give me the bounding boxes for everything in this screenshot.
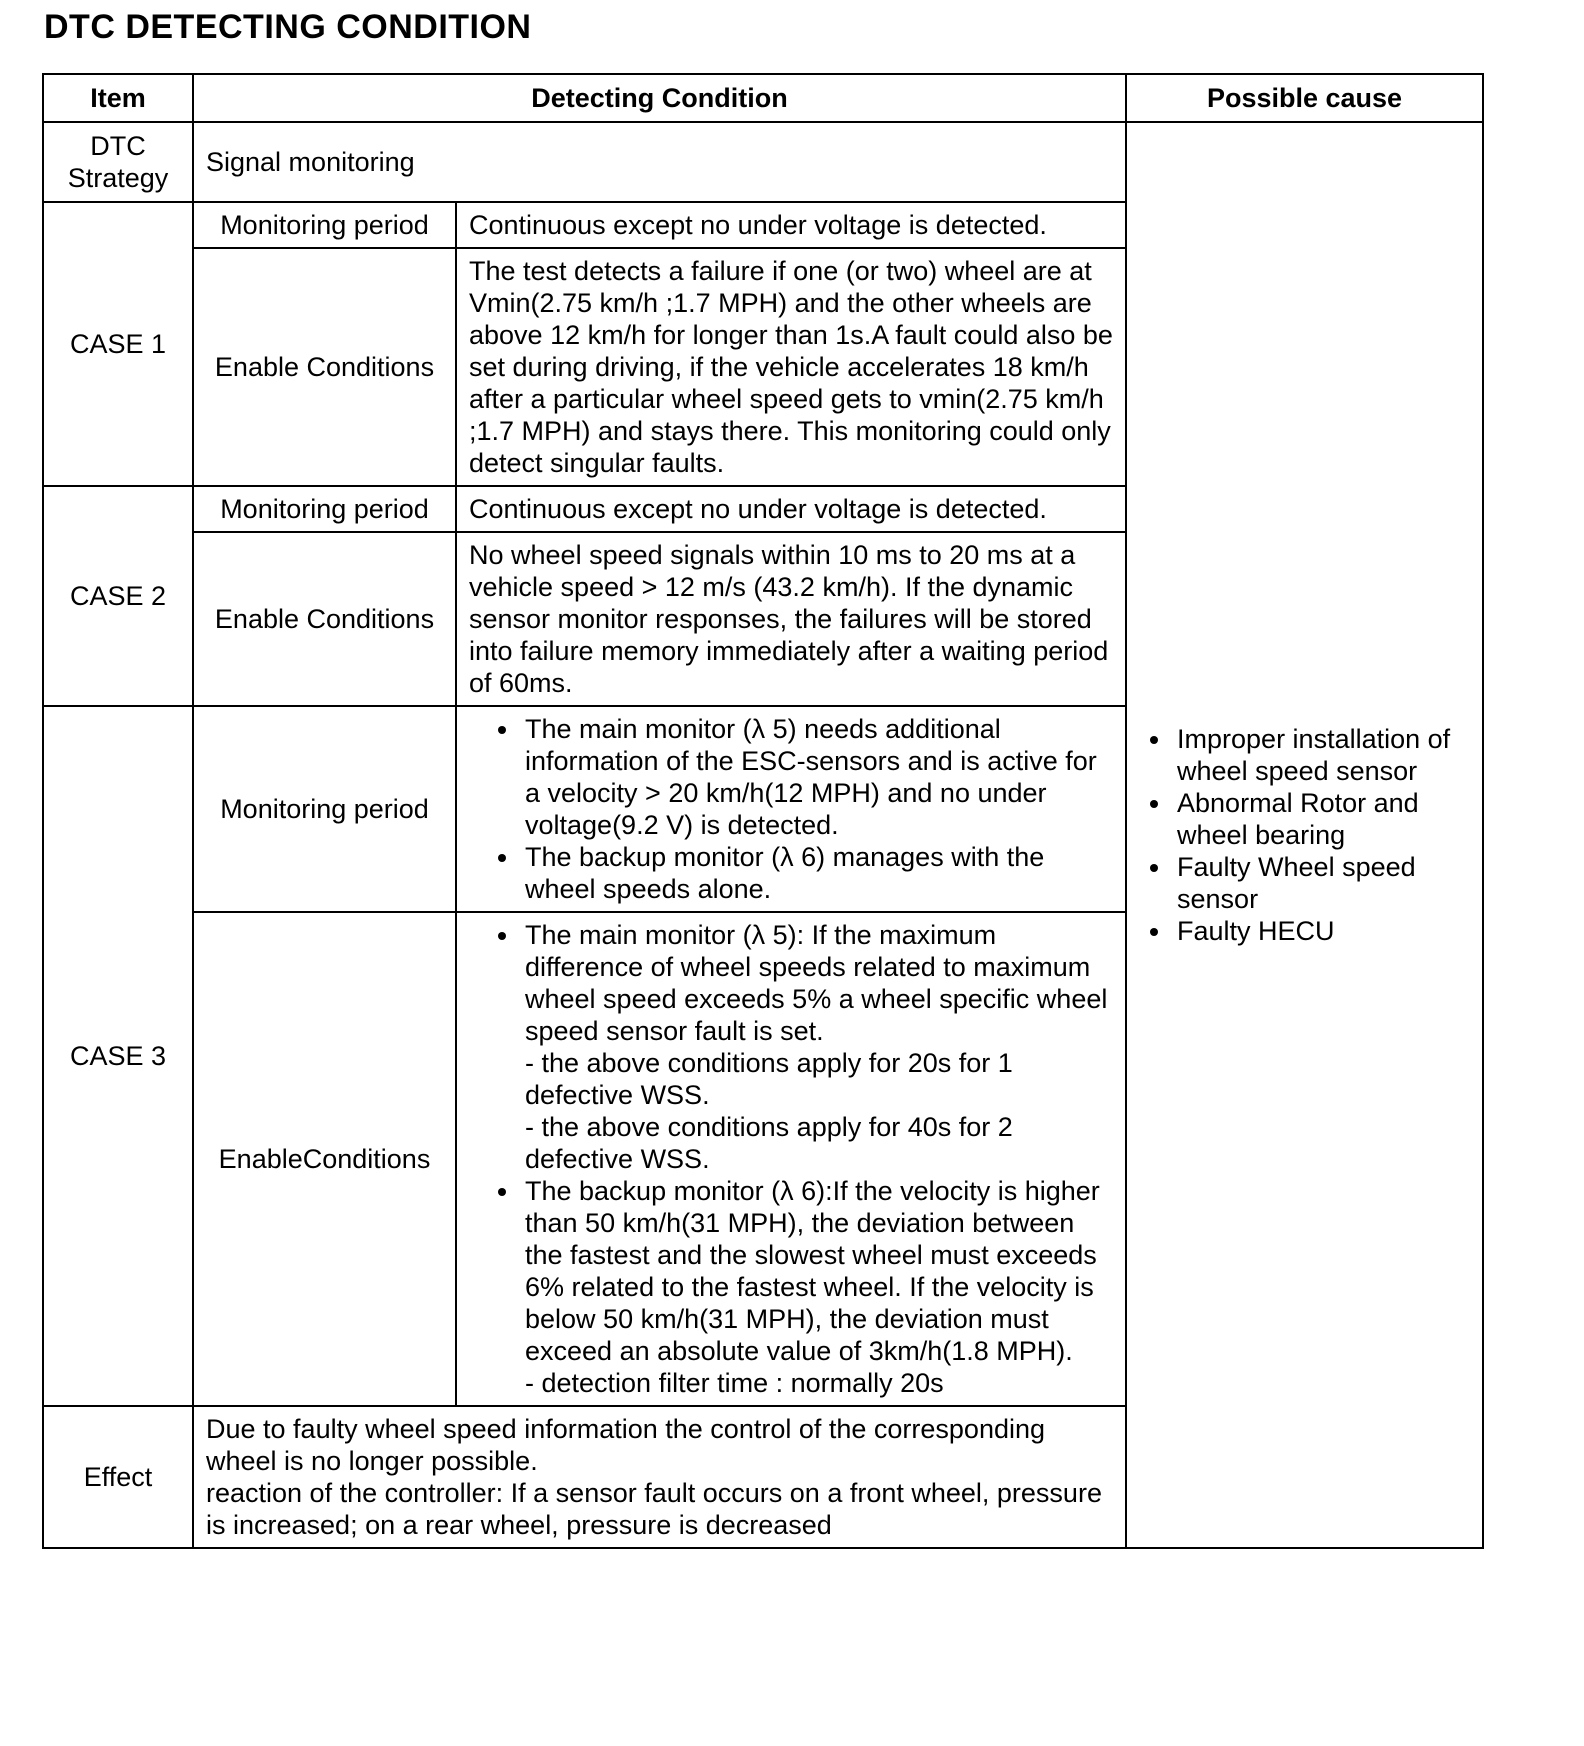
case3-label: CASE 3 [43,706,193,1406]
case3-main-dash-2: - the above conditions apply for 40s for 2 defective WSS. [525,1112,1013,1174]
case3-monitoring-bullet: • The backup monitor (λ 6) manages with the wheel speeds alone. [521,841,1113,905]
case3-main-monitor-text: The main monitor (λ 5): If the maximum difference of wheel speeds related to maximum wheel speed exceeds 5% a wheel specific wheel speed sensor fault is set. [525,920,1108,1046]
case3-monitoring-bullet: • The main monitor (λ 5) needs additional information of the ESC-sensors and is active for a velocity > 20 km/h(12 MPH) and no under voltage(9.2 V) is detected. [521,713,1113,841]
case1-monitoring-label: Monitoring period [193,202,456,248]
case1-label: CASE 1 [43,202,193,486]
cause-item: • Improper installation of wheel speed sensor [1173,723,1470,787]
effect-line-1: Due to faulty wheel speed information the control of the corresponding wheel is no longer possible. [206,1414,1046,1476]
case2-label: CASE 2 [43,486,193,706]
cause-item: • Abnormal Rotor and wheel bearing [1173,787,1470,851]
case3-main-dash-1: - the above conditions apply for 20s for 1 defective WSS. [525,1048,1013,1110]
case3-monitoring-list [469,713,1113,905]
effect-line-2: reaction of the controller: If a sensor fault occurs on a front wheel, pressure is increased; on a rear wheel, pressure is decreased [206,1478,1102,1540]
strategy-row [43,122,1483,202]
case3-backup-monitor-text: The backup monitor (λ 6):If the velocity is higher than 50 km/h(31 MPH), the deviation between the fastest and the slowest wheel must exceeds 6% related to the fastest wheel. If the velocity is below 50 km/h(31 MPH), the deviation must exceed an absolute value of 3km/h(1.8 MPH). [525,1176,1100,1366]
header-detecting-condition: Detecting Condition [193,74,1126,122]
case3-monitoring-value [456,706,1126,912]
cause-item: • Faulty Wheel speed sensor [1173,851,1470,915]
effect-label: Effect [43,1406,193,1548]
case2-monitoring-value: Continuous except no under voltage is detected. [456,486,1126,532]
case2-monitoring-label: Monitoring period [193,486,456,532]
case1-enable-label: Enable Conditions [193,248,456,486]
case1-monitoring-value: Continuous except no under voltage is detected. [456,202,1126,248]
case3-backup-dash: - detection filter time : normally 20s [525,1368,944,1398]
possible-cause-cell [1126,122,1483,1548]
strategy-label: DTC Strategy [43,122,193,202]
case3-enable-bullet [521,919,1113,1175]
dtc-condition-table [42,73,1484,1549]
cause-item: • Faulty HECU [1173,915,1470,947]
page-title: DTC DETECTING CONDITION [44,8,532,46]
case3-enable-bullet [521,1175,1113,1399]
header-item: Item [43,74,193,122]
effect-value [193,1406,1126,1548]
case2-enable-value: No wheel speed signals within 10 ms to 20 ms at a vehicle speed > 12 m/s (43.2 km/h). If the dynamic sensor monitor responses, the failures will be stored into failure memory immediately after a waiting period of 60ms. [456,532,1126,706]
case3-enable-value [456,912,1126,1406]
case3-monitoring-label: Monitoring period [193,706,456,912]
header-row [43,74,1483,122]
case3-enable-list [469,919,1113,1399]
possible-cause-list [1145,723,1470,947]
case3-enable-label: EnableConditions [193,912,456,1406]
header-possible-cause: Possible cause [1126,74,1483,122]
case2-enable-label: Enable Conditions [193,532,456,706]
case1-enable-value: The test detects a failure if one (or two) wheel are at Vmin(2.75 km/h ;1.7 MPH) and the other wheels are above 12 km/h for longer than 1s.A fault could also be set during driving, if the vehicle accelerates 18 km/h after a particular wheel speed gets to vmin(2.75 km/h ;1.7 MPH) and stays there. This monitoring could only detect singular faults. [456,248,1126,486]
strategy-value: Signal monitoring [193,122,1126,202]
